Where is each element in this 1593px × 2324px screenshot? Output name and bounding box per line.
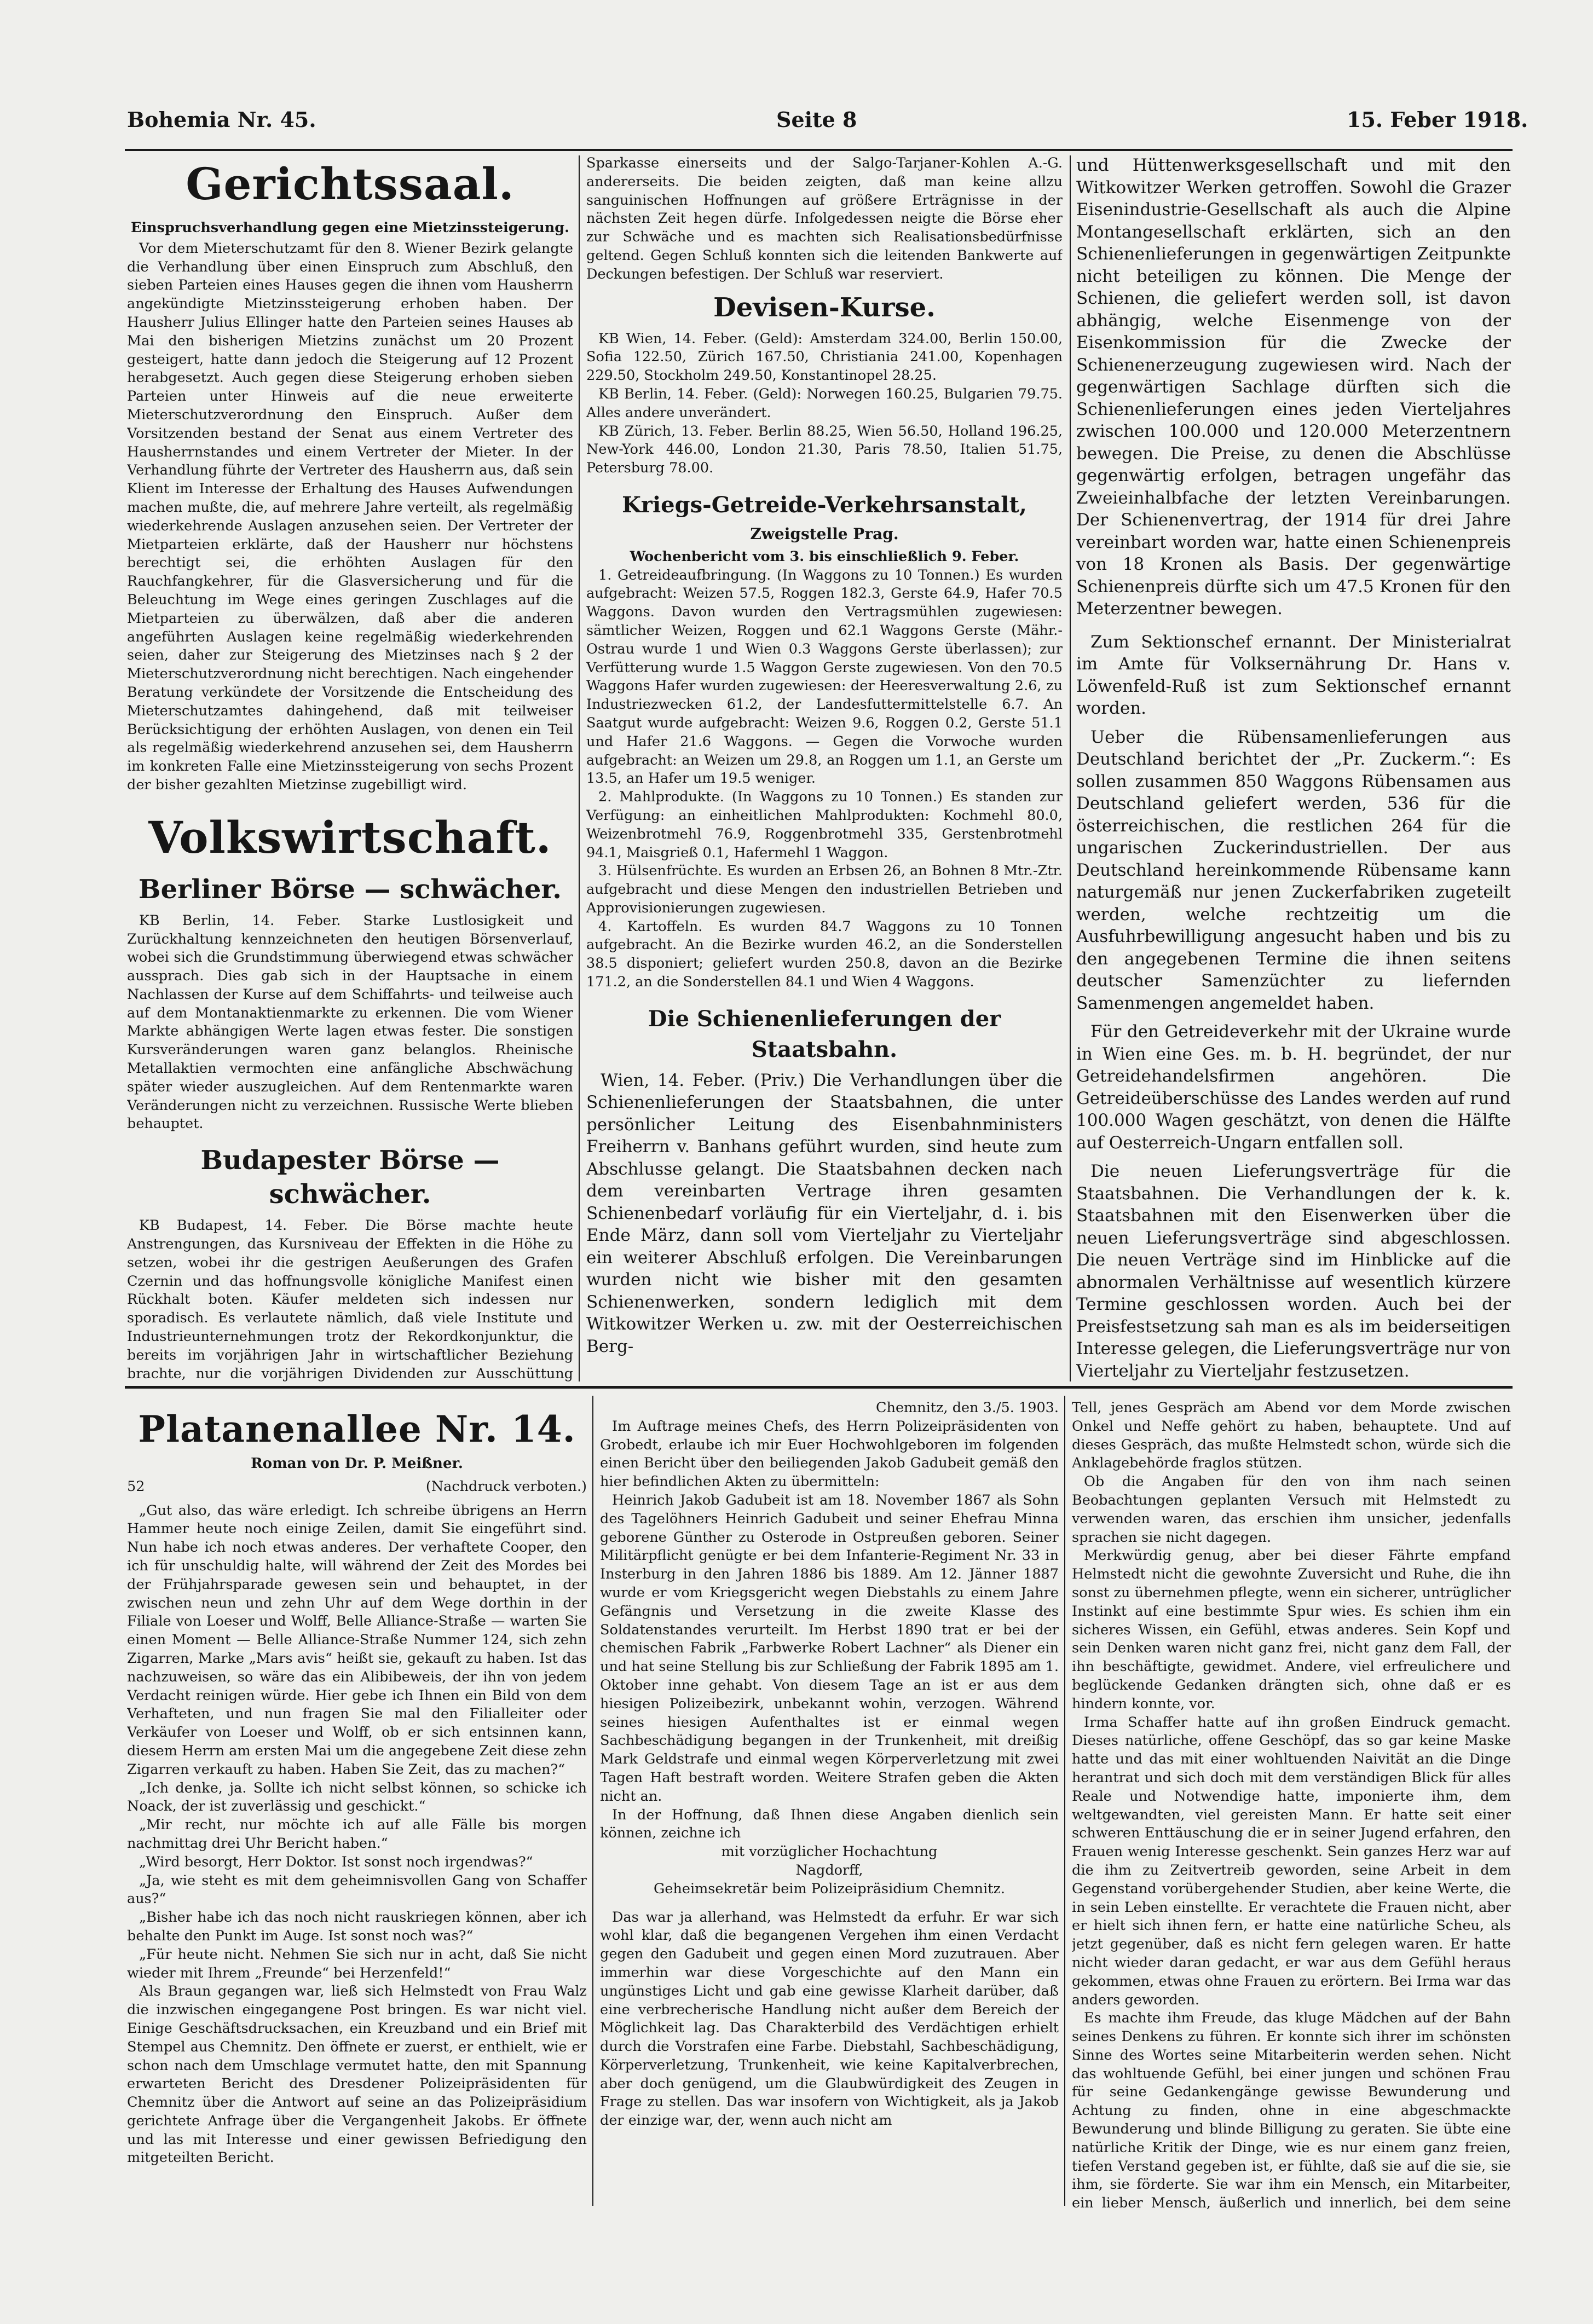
novel-paragraph: „Gut also, das wäre erledigt. Ich schreibe übrigens an Herrn Hammer heute noch einige Zeilen, damit Sie eingeführt sind. Nun habe ich noch etwas anderes. Der verhaftete Cooper, den ich für unschuldig halte, will während der Zeit des Mordes bei der Frühjahrsparade gewesen sein und behauptet, in der zwischen neun und zehn Uhr auf dem Wege dorthin in der Filiale von Loeser und Wolff, Belle Alliance-Straße — warten Sie einen Moment — Belle Alliance-Straße Nummer 124, sich zehn Zigarren, Marke „Mars avis“ heißt sie, gekauft zu haben. Ist das nachzuweisen, so wäre das ein Alibibeweis, der ihn von jedem Verdacht reinigen würde. Hier gebe ich Ihnen ein Bild von dem Verhafteten, und nun fragen Sie mal den Filialleiter oder Verkäufer von Loeser und Wolff, ob er sich entsinnen kann, diesem Herrn am ersten Mai um die angegebene Zeit diese zehn Zigarren verkauft zu haben. Haben Sie Zeit, das zu machen?“ bbox=[127, 1502, 587, 1778]
novel-paragraph: Als Braun gegangen war, ließ sich Helmstedt von Frau Walz die inzwischen eingegangene Post bringen. Es war nicht viel. Einige Geschäftsdrucksachen, ein Kreuzband und ein Brief mit Stempel aus Chemnitz. Den öffnete er zuerst, er enthielt, wie er schon nach dem Umschlage vermutet hatte, den mit Spannung erwarteten Bericht des Dresdener Polizeipräsidenten für Chemnitz über die Antwort auf seine an das Polizeipräsidium gerichtete Anfrage über die Vergangenheit Jakobs. Er öffnete und las mit Interesse und einer gewissen Befriedigung den mitgeteilten Bericht. bbox=[127, 1983, 587, 2166]
novel-title: Platanenallee Nr. 14. bbox=[138, 1408, 576, 1450]
novel-paragraph: Es machte ihm Freude, das kluge Mädchen auf der Bahn seines Denkens zu führen. Er konnte sich ihrer im schönsten Sinne des Wortes seine Mitarbeiterin werden sehen. Nicht das wohltuende Gefühl, bei einer jungen und schönen Frau für seine Gedankengänge gewisse Bewunderung und Achtung zu finden, ohne in eine abgeschmackte Bewunderung und blinde Billigung zu geraten. Sie übte eine natürliche Kritik der Dinge, wie es nur einem ganz freien, tiefen Verstand gegeben ist, er fühlte, daß sie auf die sie, sie ihm, sie förderte. Sie war ihm ein Mensch, ein Mitarbeiter, ein lieber Mensch, äußerlich und innerlich, bei dem seine bbox=[1072, 2010, 1511, 2210]
article-paragraph: Zum Sektionschef ernannt. Der Ministerialrat im Amte für Volksernährung Dr. Hans v. Löwenfeld-Ruß ist zum Sektionschef ernannt worden. bbox=[1076, 632, 1511, 718]
article-paragraph: Für den Getreideverkehr mit der Ukraine wurde in Wien eine Ges. m. b. H. begründet, der nur Getreidehandelsfirmen angehören. Die Getreideüberschüsse des Landes werden auf rund 100.000 Wagen geschätzt, von denen die Hälfte auf Oesterreich-Ungarn entfallen soll. bbox=[1076, 1022, 1511, 1153]
novel-paragraph: Tell, jenes Gespräch am Abend vor dem Morde zwischen Onkel und Neffe gehört zu haben, behauptete. Und auf dieses Gespräch, das mußte Helmstedt schon, würde sich die Anklagebehörde fraglos stützen. bbox=[1072, 1400, 1511, 1472]
article-title-kriegs: Kriegs-Getreide-Verkehrsanstalt, bbox=[622, 492, 1027, 518]
article-lead: Einspruchsverhandlung gegen eine Mietzinssteigerung. bbox=[130, 219, 569, 236]
header-rule bbox=[125, 149, 1513, 151]
feuilleton-column-1 bbox=[127, 1395, 587, 2210]
reprint-notice: (Nachdruck verboten.) bbox=[425, 1478, 587, 1495]
column-2 bbox=[586, 154, 1063, 1383]
letter-dateline: Chemnitz, den 3./5. 1903. bbox=[876, 1400, 1059, 1416]
installment-number: 52 bbox=[127, 1478, 145, 1495]
column-rule-2 bbox=[1070, 155, 1071, 1381]
header-date: 15. Feber 1918. bbox=[1347, 107, 1528, 132]
novel-paragraph: „Wird besorgt, Herr Doktor. Ist sonst noch irgendwas?“ bbox=[139, 1853, 533, 1870]
article-title-berlin: Berliner Börse — schwächer. bbox=[138, 874, 562, 905]
letter-signature-title: Geheimsekretär beim Polizeipräsidium Chemnitz. bbox=[653, 1880, 1005, 1897]
novel-byline: Roman von Dr. P. Meißner. bbox=[251, 1455, 463, 1472]
article-paragraph: KB Berlin, 14. Feber. (Geld): Norwegen 160.25, Bulgarien 79.75. Alles andere unverändert. bbox=[586, 385, 1063, 421]
article-subtitle: Zweigstelle Prag. bbox=[750, 524, 899, 543]
article-paragraph: Vor dem Mieterschutzamt für den 8. Wiener Bezirk gelangte die Verhandlung über einen Einspruch zum Abschluß, den sieben Parteien eines Hauses gegen die ihnen vom Hausherrn angekündigte Mietzinssteigerung erhoben haben. Der Hausherr Julius Ellinger hatte den Parteien seines Hauses ab Mai den bisherigen Mietzins zunächst um 20 Prozent gesteigert, hatte dann jedoch die Steigerung auf 12 Prozent herabgesetzt. Auch gegen diese Steigerung erhoben sieben Parteien unter Hinweis auf die neue erweiterte Mieterschutzverordnung den Einspruch. Außer dem Vorsitzenden bestand der Senat aus einem Vertreter des Hausherrnstandes und einem Vertreter der Mieter. In der Verhandlung führte der Vertreter des Hausherrn aus, daß sein Klient im Interesse der Erhaltung des Hauses Aufwendungen machen mußte, die, auf mehrere Jahre verteilt, als regelmäßig wiederkehrende Auslagen anzusehen seien. Der Vertreter der Mietparteien erklärte, daß der Hausherr nur höchstens berechtigt sei, die erhöhten Auslagen für den Rauchfangkehrer, für die Glasversicherung und für die Beleuchtung im Wege eines geringen Zuschlages auf die Mietparteien zu überwälzen, daß aber die anderen angeführten Auslagen keine regelmäßig wiederkehrenden seien, daher zur Steigerung des Mietzinses nach § 2 der Mieterschutzverordnung nicht berechtigen. Nach eingehender Beratung verkündete der Vorsitzende die Entscheidung des Mieterschutzamtes dahingehend, daß mit teilweiser Berücksichtigung der erhöhten Auslagen, von denen ein Teil als regelmäßig wiederkehrend anzusehen sei, dem Hausherrn im konkreten Falle eine Mietzinssteigerung von sechs Prozent der bisher gezahlten Mietzinse zugebilligt wird. bbox=[127, 240, 573, 793]
article-paragraph: und Hüttenwerksgesellschaft und mit den Witkowitzer Werken getroffen. Sowohl die Grazer Eisenindustrie-Gesellschaft als auch die Alpine Montangesellschaft erklärten, sich an den Schienenlieferungen in gegenwärtigen Zeitpunkte nicht beteiligen zu können. Die Menge der Schienen, die geliefert werden soll, ist davon abhängig, welche Eisenmenge von der Eisenkommission für die Zwecke der Schienenerzeugung zugewiesen wird. Nach der gegenwärtigen Sachlage dürften sich die Schienenlieferungen eines jeden Vierteljahres zwischen 100.000 und 120.000 Meterzentnern bewegen. Die Preise, zu denen die Abschlüsse gegenwärtig erfolgen, betragen ungefähr das Zweieinhalbfache der letzten Vereinbarungen. Der Schienenvertrag, der 1914 für drei Jahre vereinbart worden war, hatte einen Schienenpreis von 18 Kronen als Basis. Der gegenwärtige Schienenpreis dürfte sich um 47.5 Kronen für den Meterzentner bewegen. bbox=[1076, 155, 1511, 618]
novel-paragraph: „Für heute nicht. Nehmen Sie sich nur in acht, daß Sie nicht wieder mit Ihrem „Freunde“ bei Herzenfeld!“ bbox=[127, 1946, 587, 1981]
novel-paragraph: „Mir recht, nur möchte ich auf alle Fälle bis morgen nachmittag drei Uhr Bericht haben.“ bbox=[127, 1817, 587, 1852]
novel-installment-line bbox=[127, 1478, 587, 1496]
letter-paragraph: Im Auftrage meines Chefs, des Herrn Polizeipräsidenten von Grobedt, erlaube ich mir Euer Hochwohlgeboren im folgenden einen Bericht über den beiliegenden Jakob Gadubeit gemäß den hier befindlichen Akten zu übermitteln: bbox=[600, 1418, 1059, 1490]
feuilleton-column-3 bbox=[1072, 1399, 1511, 2210]
article-paragraph: 3. Hülsenfrüchte. Es wurden an Erbsen 26, an Bohnen 8 Mtr.-Ztr. aufgebracht und diese Mengen den industriellen Betrieben und Approvisionierungen zugewiesen. bbox=[586, 863, 1063, 916]
section-title-gerichtssaal: Gerichtssaal. bbox=[186, 158, 515, 210]
article-paragraph: Wien, 14. Feber. (Priv.) Die Verhandlungen über die Schienenlieferungen der Staatsbahnen, die unter persönlicher Leitung des Eisenbahnministers Freiherrn v. Banhans geführt wurden, sind heute zum Abschlusse gelangt. Die Staatsbahnen decken nach dem vereinbarten Vertrage ihren gesamten Schienenbedarf vorläufig für ein Vierteljahr, d. i. bis Ende März, dann soll vom Vierteljahr zu Vierteljahr ein weiterer Abschluß erfolgen. Die Vereinbarungen wurden nicht wie bisher mit den gesamten Schienenwerken, sondern lediglich mit dem Witkowitzer Werken u. zw. mit der Oesterreichischen Berg- bbox=[586, 1070, 1063, 1356]
article-paragraph: Ueber die Rübensamenlieferungen aus Deutschland berichtet der „Pr. Zuckerm.“: Es sollen zusammen 850 Waggons Rübensamen aus Deutschland geliefert werden, 536 für die österreichischen, die restlichen 264 für die ungarischen Zuckerindustriellen. Der aus Deutschland hereinkommende Rübensame kann naturgemäß nur jenen Zuckerfabriken zugeteilt werden, welche rechtzeitig um die Ausfuhrbewilligung angesucht haben und bis zu den angegebenen Termine die ihnen seitens deutscher Samenzüchter zu liefernden Samenmengen angemeldet haben. bbox=[1076, 727, 1511, 1013]
header-issue: Bohemia Nr. 45. bbox=[127, 107, 316, 132]
article-title-budapest: Budapester Börse — schwächer. bbox=[200, 1145, 500, 1210]
article-paragraph: 4. Kartoffeln. Es wurden 84.7 Waggons zu 10 Tonnen aufgebracht. An die Bezirke wurden 46.2, an die Sonderstellen 38.5 disponiert; geliefert wurden 250.8, davon an die Bezirke 171.2, an die Sonderstellen 84.1 und Wien 4 Waggons. bbox=[586, 918, 1063, 991]
column-rule-1 bbox=[579, 155, 580, 1381]
article-lead: Wochenbericht vom 3. bis einschließlich 9. Feber. bbox=[630, 548, 1019, 565]
novel-paragraph: Das war ja allerhand, was Helmstedt da erfuhr. Er war sich wohl klar, daß die begangenen Vergehen ihm einen Verdacht gegen den Gadubeit und gegen einen Mord zuzutrauen. Aber immerhin war diese Vorgeschichte auf den Mann ein ungünstiges Licht und gab eine gewisse Klarheit darüber, daß eine verbrecherische Handlung nicht außer dem Bereich der Möglichkeit lag. Das Charakterbild des Verdächtigen erhielt durch die Vorstrafen eine Farbe. Diebstahl, Sachbeschädigung, Körperverletzung, Trunkenheit, wie keine Kapitalverbrechen, aber doch genügend, um die Glaubwürdigkeit des Zeugen in Frage zu stellen. Das war insofern von Wichtigkeit, als ja Jakob der einzige war, der, wenn auch nicht am bbox=[600, 1909, 1059, 2129]
novel-paragraph: Irma Schaffer hatte auf ihn großen Eindruck gemacht. Dieses natürliche, offene Geschöpf, das so gar keine Maske hatte und das mit einer wohltuenden Naivität an die Dinge herantrat und sich doch mit dem verständigen Blick für alles Reale und Notwendige hatte, imponierte ihm, dem weltgewandten, viel gereisten Mann. Er hatte seit einer schweren Enttäuschung die er in seiner Jugend erfahren, den Frauen wenig Interesse geschenkt. Sein ganzes Herz war auf die ihm zu Zeitvertreib geworden, seine Arbeit in dem Gegenstand vorübergehender Studien, aber keine Werte, die in sein Leben einstellte. Er verachtete die Frauen nicht, aber er hielt sich ihnen fern, er hatte eine natürliche Scheu, als jetzt gegenüber, daß es nicht fern gelegen waren. Er hatte nicht wieder daran gedacht, er war aus dem Gefühl heraus gekommen, etwas ohne Frauen zu erörtern. Bei Irma war das anders geworden. bbox=[1072, 1714, 1511, 2008]
novel-paragraph: „Bisher habe ich das noch nicht rauskriegen können, aber ich behalte den Punkt im Auge. Ist sonst noch was?“ bbox=[127, 1909, 587, 1944]
section-title-volkswirtschaft: Volkswirtschaft. bbox=[148, 811, 552, 863]
feuilleton-column-2 bbox=[600, 1399, 1059, 2210]
novel-paragraph: „Ich denke, ja. Sollte ich nicht selbst können, so schicke ich Noack, der ist zuverlässig und geschickt.“ bbox=[127, 1779, 587, 1815]
column-1 bbox=[127, 154, 573, 1383]
letter-paragraph: Heinrich Jakob Gadubeit ist am 18. November 1867 als Sohn des Tagelöhners Heinrich Gadubeit und seiner Ehefrau Minna geborene Günther zu Osterode in Ostpreußen geboren. Seiner Militärpflicht genügte er bei dem Infanterie-Regiment Nr. 33 in Insterburg in den Jahren 1886 bis 1889. Am 12. Jänner 1887 wurde er vom Kriegsgericht wegen Diebstahls zu einem Jahre Gefängnis und Versetzung in die zweite Klasse des Soldatenstandes verurteilt. Im Herbst 1890 trat er bei der chemischen Fabrik „Farbwerke Robert Lachner“ als Diener ein und hat seine Stellung bis zur Schließung der Fabrik 1895 am 1. Oktober inne gehabt. Von diesem Tage an ist er aus dem hiesigen Polizeibezirk, unbekannt wohin, verzogen. Während seines hiesigen Aufenthaltes ist er einmal wegen Sachbeschädigung begangen in der Trunkenheit, mit dreißig Mark Geldstrafe und einmal wegen Körperverletzung mit zwei Tagen Haft bestraft worden. Weitere Strafen geben die Akten nicht an. bbox=[600, 1491, 1059, 1805]
letter-paragraph: In der Hoffnung, daß Ihnen diese Angaben dienlich sein können, zeichne ich bbox=[600, 1806, 1059, 1842]
article-title-schienen: Die Schienenlieferungen der Staatsbahn. bbox=[648, 1005, 1001, 1062]
article-paragraph: KB Budapest, 14. Feber. Die Börse machte heute Anstrengungen, das Kursniveau der Effekten in die Höhe zu setzen, wobei ihr die gestrigen Aeußerungen des Grafen Czernin und das hoffnungsvolle königliche Manifest einen Rückhalt boten. Käufer meldeten sich indessen nur sporadisch. Es verlautete nämlich, daß viele Institute und Industrieunternehmungen trotz der Rekordkonjunktur, die bereits im vorjährigen Jahr in wirtschaftlicher Beziehung brachte, nur die vorjährigen Dividenden zur Ausschüttung bbox=[127, 1217, 573, 1382]
article-paragraph: KB Wien, 14. Feber. (Geld): Amsterdam 324.00, Berlin 150.00, Sofia 122.50, Zürich 167.50, Christiania 241.00, Kopenhagen 229.50, Stockholm 249.50, Konstantinopel 28.25. bbox=[586, 330, 1063, 384]
article-paragraph: Die neuen Lieferungsverträge für die Staatsbahnen. Die Verhandlungen der k. k. Staatsbahnen mit den Eisenwerken über die neuen Lieferungsverträge sind abgeschlossen. Die neuen Verträge sind im Hinblicke auf die abnormalen Verhältnisse auf wesentlich kürzere Termine geschlossen worden. Auch bei der Preisfestsetzung sah man es als im beiderseitigen Interesse gelegen, die Lieferungsverträge nur von Vierteljahr zu Vierteljahr festzusetzen. bbox=[1076, 1161, 1511, 1381]
feuilleton-rule bbox=[125, 1386, 1513, 1389]
letter-signature: Nagdorff, bbox=[795, 1861, 863, 1878]
feuilleton-column-rule-2 bbox=[1064, 1396, 1065, 2206]
novel-paragraph: Merkwürdig genug, aber bei dieser Fährte empfand Helmstedt nicht die gewohnte Zuversicht und Ruhe, die ihn sonst zu übernehmen pflegte, wenn ein sicherer, untrüglicher Instinkt auf eine bestimmte Spur wies. Es schien ihm ein sicheres Wissen, ein Gefühl, etwas anderes. Sein Kopf und sein Denken waren nicht ganz frei, nicht ganz dem Fall, der ihn beschäftigte, gewidmet. Andere, viel erfreulichere und beglückende Gedanken drängten sich, ohne daß er es hindern konnte, vor. bbox=[1072, 1547, 1511, 1712]
article-paragraph: KB Zürich, 13. Feber. Berlin 88.25, Wien 56.50, Holland 196.25, New-York 446.00, London 21.30, Paris 78.50, Italien 51.75, Petersburg 78.00. bbox=[586, 423, 1063, 477]
article-paragraph: 1. Getreideaufbringung. (In Waggons zu 10 Tonnen.) Es wurden aufgebracht: Weizen 57.5, Roggen 182.3, Gerste 64.9, Hafer 70.5 Waggons. Davon wurden den Vertragsmühlen zugewiesen: sämtlicher Weizen, Roggen und 62.1 Waggons Gerste (Mähr.-Ostrau wurde 1 und Wien 0.3 Waggons Gerste überlassen); zur Verfütterung wurde 1.5 Waggon Gerste zugewiesen. Von den 70.5 Waggons Hafer wurden zugewiesen: der Heeresverwaltung 2.6, zu Industriezwecken 61.2, der Landesfuttermittelstelle 6.7. An Saatgut wurde aufgebracht: Weizen 9.6, Roggen 0.2, Gerste 51.1 und Hafer 21.6 Waggons. — Gegen die Vorwoche wurden aufgebracht: an Weizen um 29.8, an Roggen um 1.1, an Gerste um 13.5, an Hafer um 19.5 weniger. bbox=[586, 566, 1063, 787]
article-paragraph: KB Berlin, 14. Feber. Starke Lustlosigkeit und Zurückhaltung kennzeichneten den heutigen Börsenverlauf, wobei sich die Grundstimmung überwiegend etwas schwächer aussprach. Dies gab sich in der Hauptsache in einem Nachlassen der Kurse auf dem Schiffahrts- und teilweise auch auf dem Montanaktienmarkte zu erkennen. Die vom Wiener Markte abhängigen Werte lagen etwas fester. Die sonstigen Kursveränderungen waren ganz belanglos. Rheinische Metallaktien vermochten eine anfängliche Abschwächung später wieder auszugleichen. Auf dem Rentenmarkte waren Veränderungen nicht zu verzeichnen. Russische Werte blieben behauptet. bbox=[127, 912, 573, 1132]
novel-paragraph: Ob die Angaben für den von ihm nach seinen Beobachtungen geplanten Versuch mit Helmstedt zu verwenden waren, das erschien ihm unsicher, jedenfalls sprachen sie nicht dagegen. bbox=[1072, 1473, 1511, 1546]
article-title-devisen: Devisen-Kurse. bbox=[713, 292, 936, 323]
letter-closing: mit vorzüglicher Hochachtung bbox=[721, 1843, 938, 1860]
column-3 bbox=[1076, 154, 1511, 1383]
article-paragraph: Sparkasse einerseits und der Salgo-Tarjaner-Kohlen A.-G. andererseits. Die beiden zeigten, daß man keine allzu sanguinischen Hoffnungen auf größere Erträgnisse in der nächsten Zeit hegen dürfe. Infolgedessen neigte die Börse eher zur Schwäche und es machten sich Realisationsbedürfnisse geltend. Gegen Schluß konnten sich die leitenden Bankwerte auf Deckungen befestigen. Der Schluß war reserviert. bbox=[586, 155, 1063, 282]
feuilleton-column-rule-1 bbox=[592, 1396, 593, 2206]
header-page-number: Seite 8 bbox=[776, 107, 857, 132]
novel-paragraph: „Ja, wie steht es mit dem geheimnisvollen Gang von Schaffer aus?“ bbox=[127, 1872, 587, 1907]
article-paragraph: 2. Mahlprodukte. (In Waggons zu 10 Tonnen.) Es standen zur Verfügung: an einheitlichen Mahlprodukten: Kochmehl 80.0, Weizenbrotmehl 76.9, Roggenbrotmehl 335, Gerstenbrotmehl 94.1, Maisgrieß 0.1, Hafermehl 1 Waggon. bbox=[586, 789, 1063, 861]
